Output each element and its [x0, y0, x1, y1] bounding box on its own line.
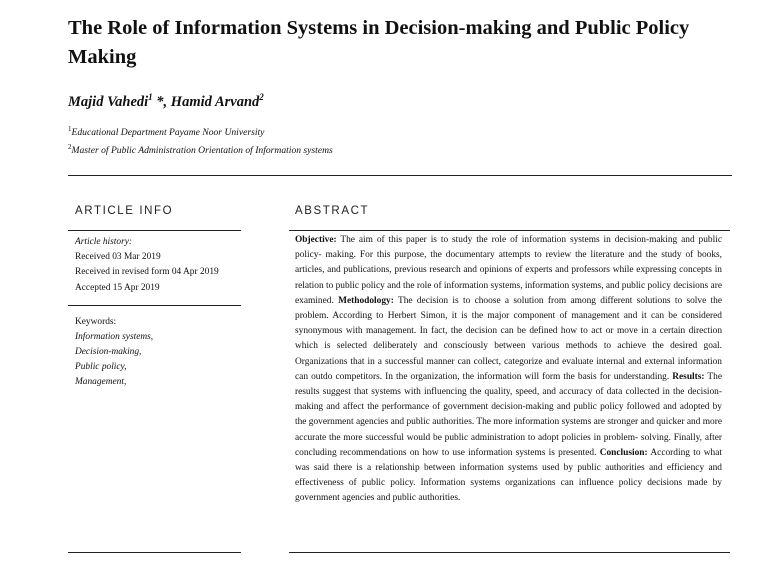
- article-info-heading: ARTICLE INFO: [75, 205, 174, 217]
- corresponding-marker: *: [152, 93, 164, 110]
- article-info-divider: [68, 230, 241, 231]
- methodology-text: The decision is to choose a solution from among different solutions to solve the problem. According to Herbert Simon, it is the major component of management and it can be considered synonymous with management. In fact, the decision can be defined how to act or move in a certain direction which is selected deliberately and consciously between various methods to achieve the desired goal. Organizations that in a successful manner can collect, categorize and evaluate internal and external information can outdo competitors. In the organization, the information will form the basis for understanding.: [295, 295, 722, 382]
- results-text: The results suggest that systems with influencing the quality, speed, and accuracy of data collected in the decision-making and affect the performance of government decision-making and public policy followed and adopted by the government agencies and public authorities. The more information systems are stronger and quicker and more accurate the more successful would be public administration to adopt policies in problem- solving. Finally, after concluding recommendations on how to use information systems is presented.: [295, 371, 722, 458]
- objective-text: The aim of this paper is to study the role of information systems in decision-making and public policy- making. For this purpose, the documentary attempts to review the literature and the study of books, articles, and publications, previous research and opinions of experts and professors while expressing concepts in relation to public policy and the role of information systems, information systems, and public policy decisions are examined.: [295, 235, 722, 306]
- author-separator: ,: [163, 93, 171, 110]
- affiliation-text: Educational Department Payame Noor University: [71, 127, 265, 139]
- keyword: Public policy,: [75, 362, 127, 372]
- footer-divider-right: [289, 552, 730, 553]
- affiliation: [68, 143, 333, 156]
- objective-label: Objective:: [295, 235, 337, 245]
- results-label: Results:: [672, 371, 705, 382]
- affiliation-sup: 1: [68, 125, 72, 133]
- affiliation-text: Master of Public Administration Orientation of Information systems: [71, 145, 333, 157]
- author-name: Hamid Arvand: [170, 93, 260, 110]
- author-affil-sup: 1: [148, 92, 153, 102]
- abstract-body: [295, 233, 722, 507]
- conclusion-label: Conclusion:: [599, 447, 648, 458]
- revised-date: Received in revised form 04 Apr 2019: [75, 267, 219, 277]
- keyword: Management,: [75, 377, 127, 387]
- article-history-label: Article history:: [75, 237, 133, 247]
- footer-divider-left: [68, 552, 241, 553]
- received-date: Received 03 Mar 2019: [75, 252, 161, 262]
- header-divider: [68, 175, 732, 176]
- keywords-label: Keywords:: [75, 317, 117, 327]
- author-list: [68, 92, 264, 111]
- keyword: Decision-making,: [75, 347, 142, 357]
- conclusion-text: According to what was said there is a relationship between information systems used by public authorities and efficiency and effectiveness of public policy. Information systems organizations can influence policy decisions made by government agencies and public authorities.: [295, 447, 722, 504]
- keyword: Information systems,: [75, 332, 154, 342]
- paper-title: The Role of Information Systems in Decision-making and Public Policy Making: [68, 17, 690, 68]
- abstract-heading: ABSTRACT: [295, 205, 370, 217]
- keywords-divider: [68, 305, 241, 306]
- author-name: Majid Vahedi: [68, 93, 149, 110]
- methodology-label: Methodology:: [338, 295, 394, 306]
- accepted-date: Accepted 15 Apr 2019: [75, 283, 160, 293]
- abstract-divider: [289, 230, 730, 231]
- affiliation: [68, 125, 264, 138]
- author-affil-sup: 2: [259, 92, 264, 102]
- affiliation-sup: 2: [68, 143, 72, 151]
